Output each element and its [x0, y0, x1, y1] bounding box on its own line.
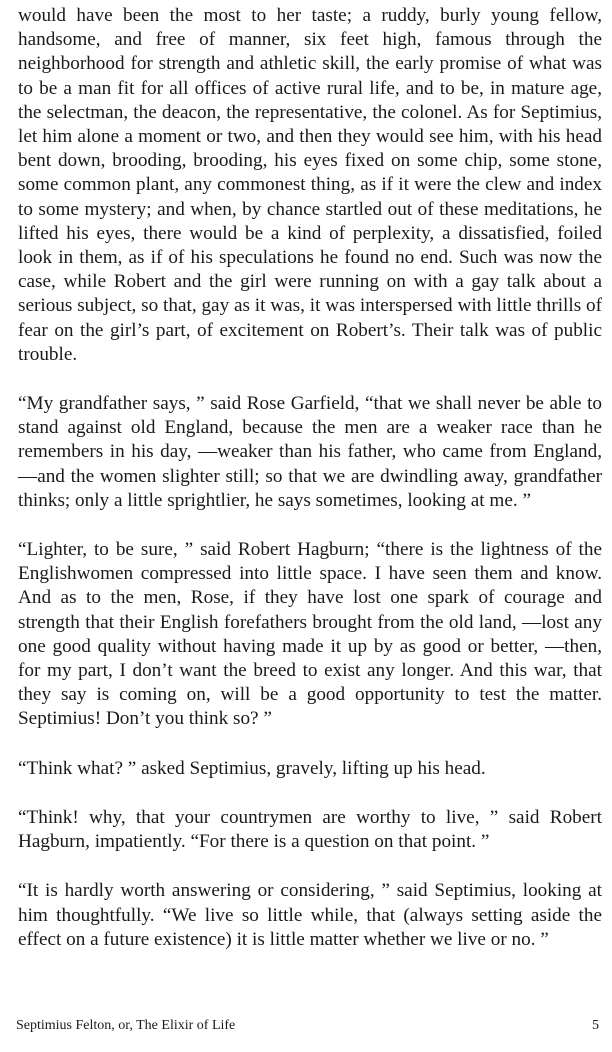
paragraph-6: “It is hardly worth answering or considering, ” said Septimius, looking at him thoughtfully. “We live so little while, that (always setting aside the effect on a future existence) it is little matter whether we live or no. ”: [18, 880, 602, 950]
paragraph-4: “Think what? ” asked Septimius, gravely, lifting up his head.: [18, 757, 486, 779]
footer-page-number: 5: [592, 1018, 599, 1033]
paragraph-5: “Think! why, that your countrymen are worthy to live, ” said Robert Hagburn, impatiently. “For there is a question on that point. ”: [18, 806, 602, 853]
page-body: [18, 4, 602, 977]
paragraph-2: “My grandfather says, ” said Rose Garfield, “that we shall never be able to stand against old England, because the men are a weaker race than he remembers in his day, —weaker than his father, who came from England, —and the women slighter still; so that we are dwindling away, grandfather thinks; only a little sprightlier, he says sometimes, looking at me. ”: [18, 393, 602, 511]
page-footer: [16, 1018, 599, 1034]
paragraph-3: “Lighter, to be sure, ” said Robert Hagburn; “there is the lightness of the Englishwomen compressed into little space. I have seen them and know. And as to the men, Rose, if they have lost one spark of courage and strength that their English forefathers brought from the old land, —lost any one good quality without having made it up by as good or better, —then, for my part, I don’t want the breed to exist any longer. And this war, that they say is coming on, will be a good opportunity to test the matter. Septimius! Don’t you think so? ”: [18, 539, 602, 730]
paragraph-1: would have been the most to her taste; a ruddy, burly young fellow, handsome, and free of manner, six feet high, famous through the neighborhood for strength and athletic skill, the early promise of what was to be a man fit for all offices of active rural life, and to be, in mature age, the selectman, the deacon, the representative, the colonel. As for Septimius, let him alone a moment or two, and then they would see him, with his head bent down, brooding, brooding, his eyes fixed on some chip, some stone, some common plant, any commonest thing, as if it were the clew and index to some mystery; and when, by chance startled out of these meditations, he lifted his eyes, there would be a kind of perplexity, a dissatisfied, foiled look in them, as if of his speculations he found no end. Such was now the case, while Robert and the girl were running on with a gay talk about a serious subject, so that, gay as it was, it was interspersed with little thrills of fear on the girl’s part, of excitement on Robert’s. Their talk was of public trouble.: [18, 5, 602, 365]
footer-book-title: Septimius Felton, or, The Elixir of Life: [16, 1018, 236, 1033]
